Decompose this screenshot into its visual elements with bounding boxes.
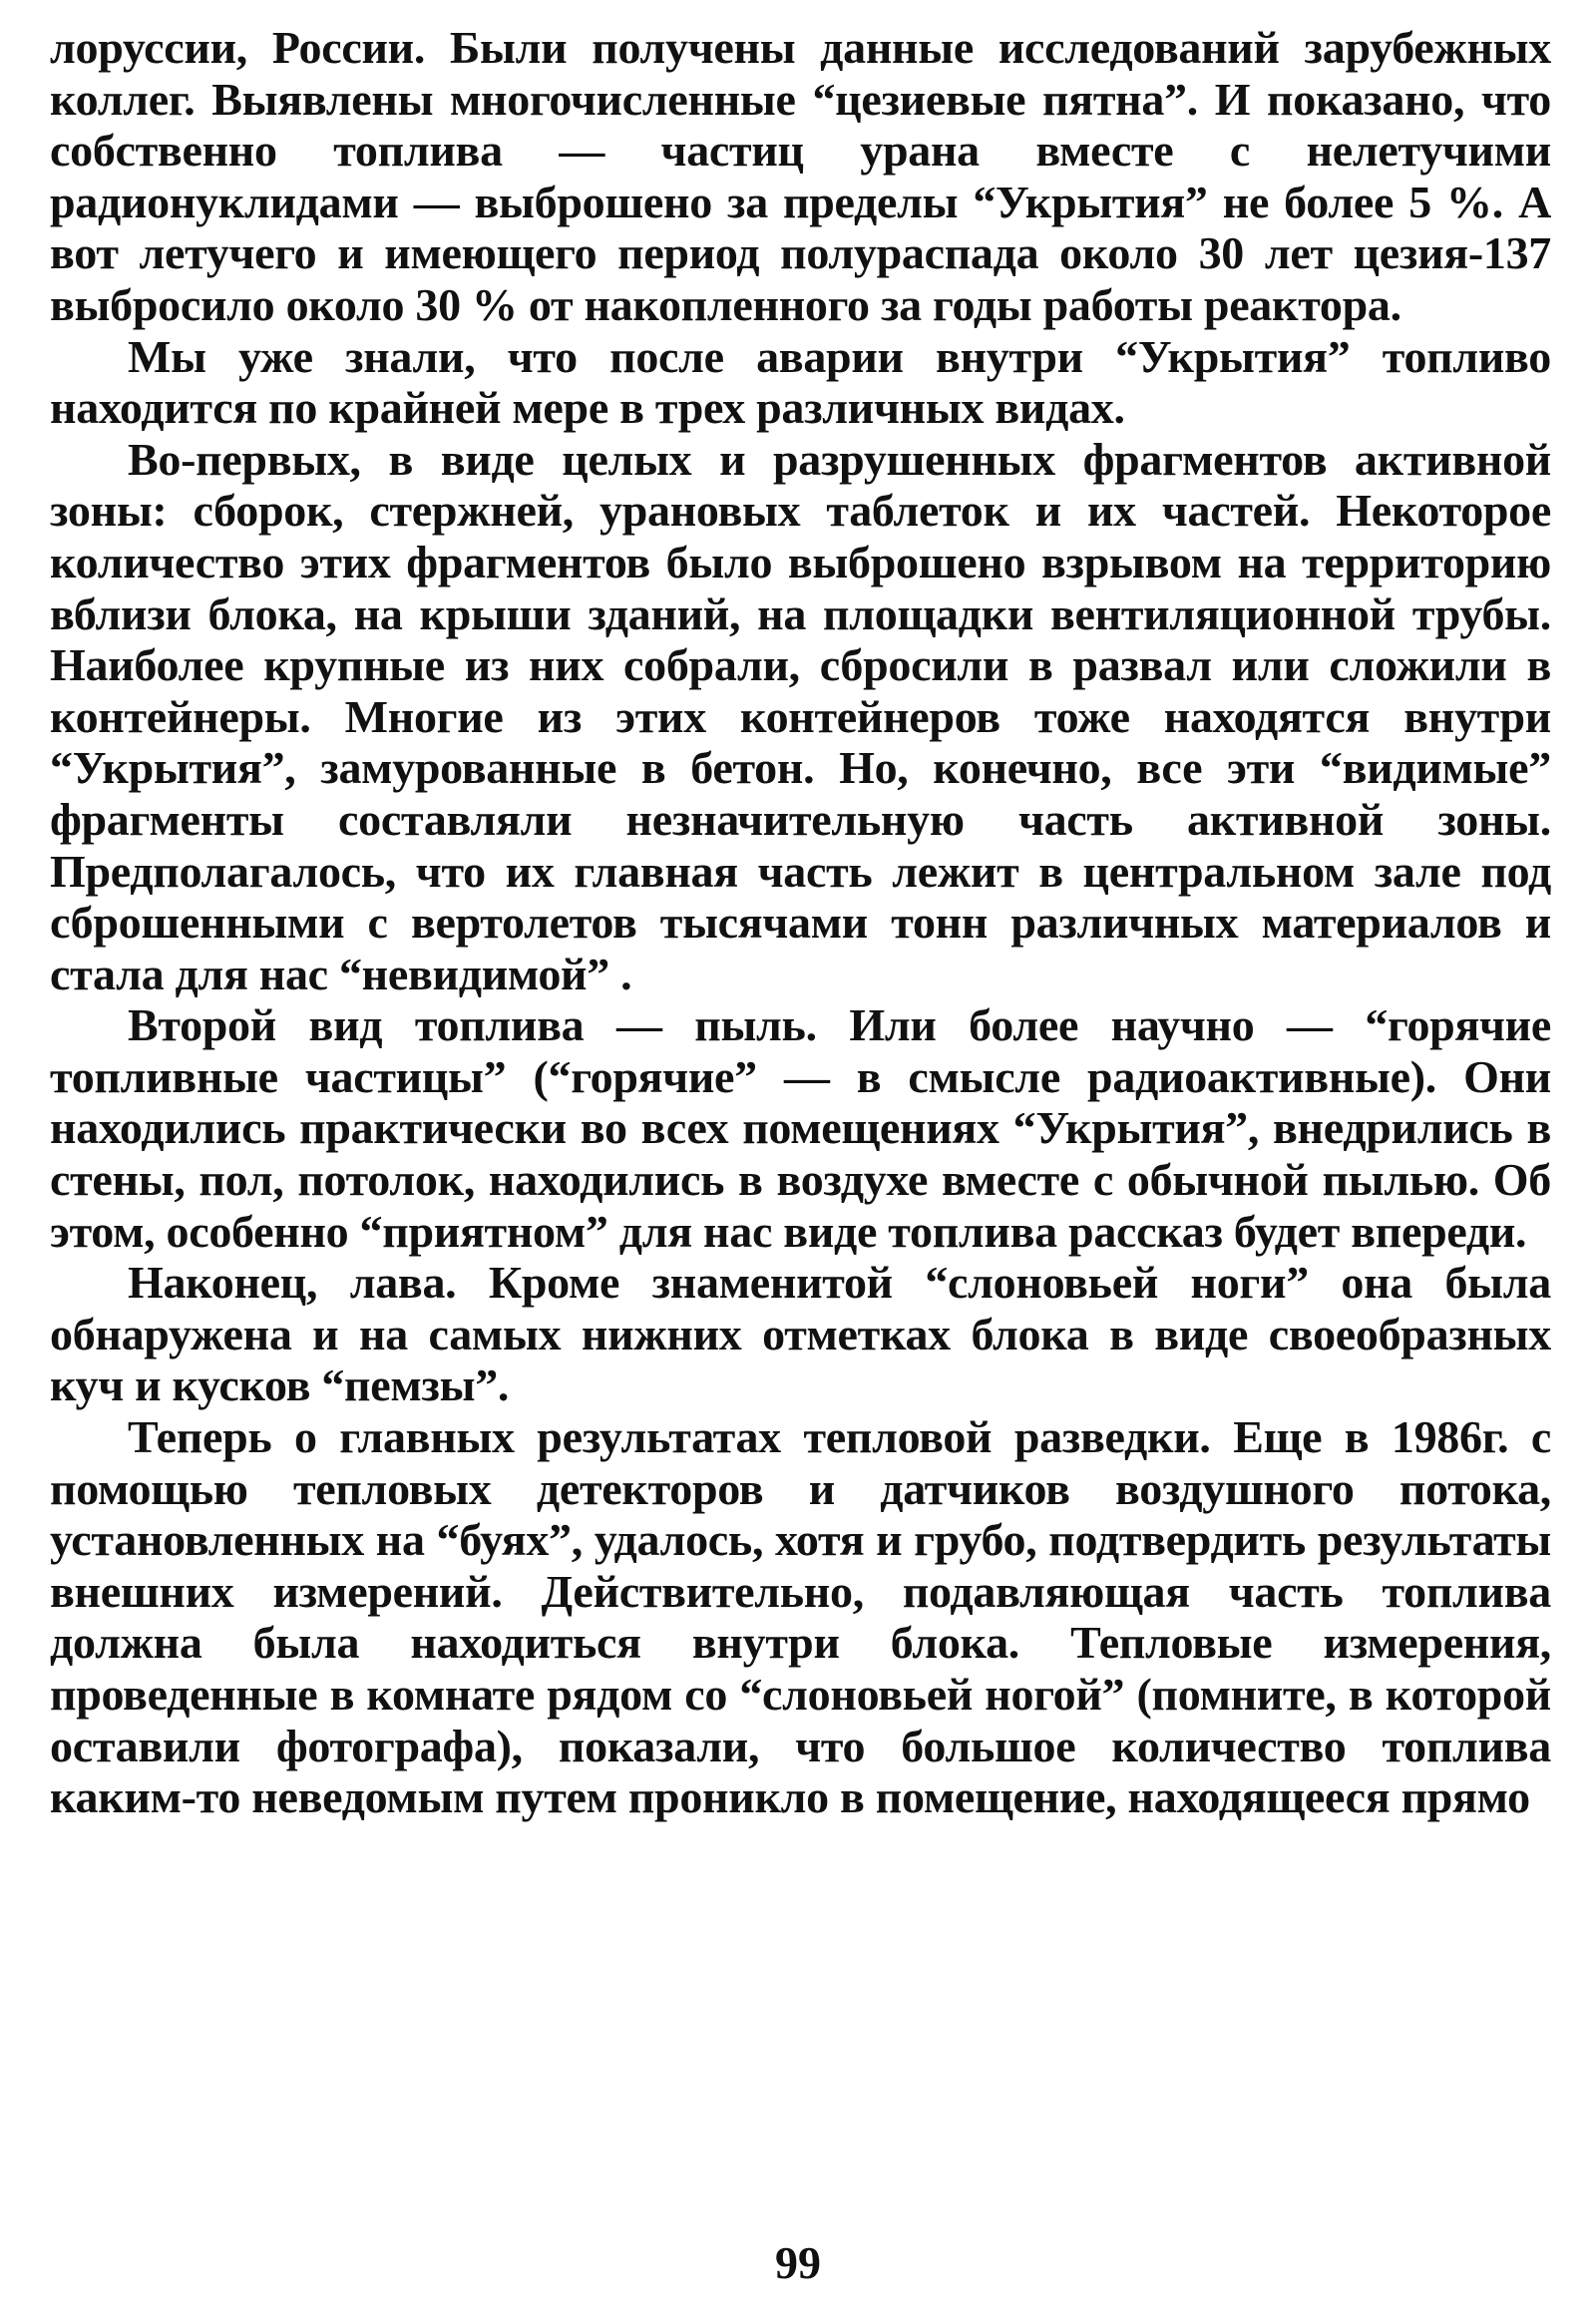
paragraph-6: Теперь о главных результатах тепловой разведки. Еще в 1986г. с помощью тепловых детекторов и датчиков воздушного потока, установленных на “буях”, удалось, хотя и грубо, подтвердить результаты внешних измерений. Действительно, подавляющая часть топлива должна была находиться внутри блока. Тепловые измерения, проведенные в комнате рядом со “слоновьей ногой” (помните, в которой оставили фотографа), показали, что большое количество топлива каким-то неведомым путем проникло в помещение, находящееся прямо xyxy=(50,1411,1551,1823)
paragraph-4: Второй вид топлива — пыль. Или более научно — “горячие топливные частицы” (“горячие” — в смысле радиоактивные). Они находились практически во всех помещениях “Укрытия”, внедрились в стены, пол, потолок, находились в воздухе вместе с обычной пылью. Об этом, особенно “приятном” для нас виде топлива рассказ будет впереди. xyxy=(50,999,1551,1257)
paragraph-5: Наконец, лава. Кроме знаменитой “слоновьей ноги” она была обнаружена и на самых нижних отметках блока в виде своеобразных куч и кусков “пемзы”. xyxy=(50,1257,1551,1411)
paragraph-1: лоруссии, России. Были получены данные исследований зарубежных коллег. Выявлены многочисленные “цезиевые пятна”. И показано, что собственно топлива — частиц урана вместе с нелетучими радионуклидами — выброшено за пределы “Укрытия” не более 5 %. А вот летучего и имеющего период полураспада около 30 лет цезия-137 выбросило около 30 % от накопленного за годы работы реактора. xyxy=(50,22,1551,330)
page-text xyxy=(50,22,1551,1823)
paragraph-2: Мы уже знали, что после аварии внутри “Укрытия” топливо находится по крайней мере в трех различных видах. xyxy=(50,330,1551,434)
page-number: 99 xyxy=(775,2237,821,2288)
paragraph-3: Во-первых, в виде целых и разрушенных фрагментов активной зоны: сборок, стержней, урановых таблеток и их частей. Некоторое количество этих фрагментов было выброшено взрывом на территорию вблизи блока, на крыши зданий, на площадки вентиляционной трубы. Наиболее крупные из них собрали, сбросили в развал или сложили в контейнеры. Многие из этих контейнеров тоже находятся внутри “Укрытия”, замурованные в бетон. Но, конечно, все эти “видимые” фрагменты составляли незначительную часть активной зоны. Предполагалось, что их главная часть лежит в центральном зале под сброшенными с вертолетов тысячами тонн различных материалов и стала для нас “невидимой” . xyxy=(50,433,1551,999)
